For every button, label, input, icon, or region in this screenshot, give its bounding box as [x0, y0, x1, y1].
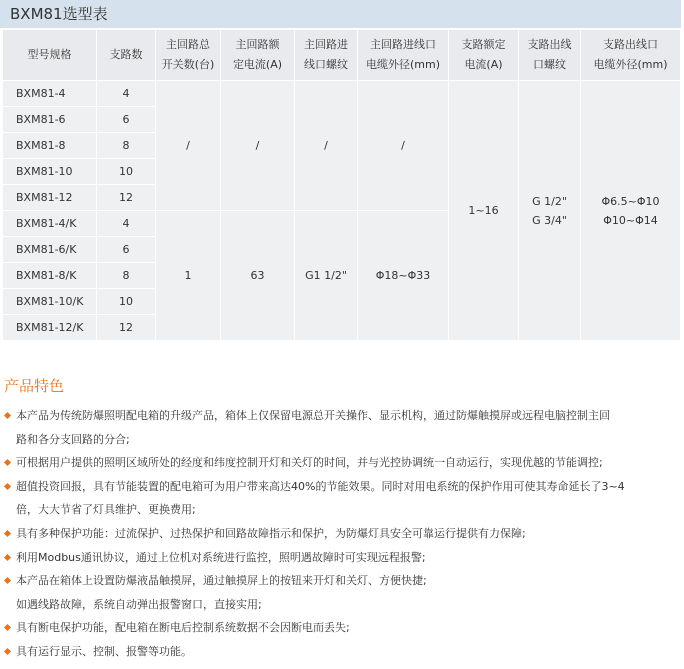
cell-main-cable: Φ18~Φ33	[358, 211, 449, 341]
cell-branch-current: 1~16	[449, 81, 519, 341]
header-branch-thread: 支路出线 口螺纹	[519, 30, 581, 81]
diamond-bullet-icon	[4, 577, 11, 584]
list-item: 超值投资回报，具有节能装置的配电箱可为用户带来高达40%的节能效果。同时对用电系统的保护作用可使其寿命延长了3~4 倍，大大节省了灯具维护、更换费用;	[4, 475, 680, 522]
cell-branches: 10	[97, 289, 156, 315]
cell-main-switches: /	[156, 81, 221, 211]
cell-main-thread: /	[295, 81, 358, 211]
header-branch-current: 支路额定 电流(A)	[449, 30, 519, 81]
feature-list	[4, 404, 680, 664]
features-heading: 产品特色	[4, 377, 65, 395]
list-item: 具有断电保护功能，配电箱在断电后控制系统数据不会因断电而丢失;	[4, 616, 680, 640]
cell-main-current: 63	[221, 211, 295, 341]
diamond-bullet-icon	[4, 412, 11, 419]
cell-branches: 6	[97, 107, 156, 133]
diamond-bullet-icon	[4, 530, 11, 537]
spec-table	[3, 30, 681, 341]
cell-branches: 4	[97, 81, 156, 107]
header-main-cable: 主回路进线口 电缆外径(mm)	[358, 30, 449, 81]
list-item: 利用Modbus通讯协议，通过上位机对系统进行监控，照明遇故障时可实现远程报警;	[4, 546, 680, 570]
cell-main-cable: /	[358, 81, 449, 211]
diamond-bullet-icon	[4, 483, 11, 490]
header-main-current: 主回路额 定电流(A)	[221, 30, 295, 81]
cell-model: BXM81-6	[3, 107, 97, 133]
cell-main-thread: G1 1/2"	[295, 211, 358, 341]
header-branches: 支路数	[97, 30, 156, 81]
header-model: 型号规格	[3, 30, 97, 81]
header-row	[3, 30, 681, 81]
header-branch-cable: 支路出线口 电缆外径(mm)	[581, 30, 681, 81]
cell-model: BXM81-10	[3, 159, 97, 185]
cell-main-current: /	[221, 81, 295, 211]
cell-model: BXM81-6/K	[3, 237, 97, 263]
list-item: 具有运行显示、控制、报警等功能。	[4, 640, 680, 664]
header-main-switches: 主回路总 开关数(台)	[156, 30, 221, 81]
cell-model: BXM81-12	[3, 185, 97, 211]
cell-model: BXM81-4	[3, 81, 97, 107]
cell-branches: 6	[97, 237, 156, 263]
cell-model: BXM81-4/K	[3, 211, 97, 237]
list-item: 本产品在箱体上设置防爆液晶触摸屏，通过触摸屏上的按钮来开灯和关灯、方便快捷; 如遇线路故障，系统自动弹出报警窗口，直接实用;	[4, 569, 680, 616]
table-title: BXM81选型表	[0, 0, 681, 28]
cell-branches: 12	[97, 315, 156, 341]
list-item: 具有多种保护功能：过流保护、过热保护和回路故障指示和保护，为防爆灯具安全可靠运行提供有力保障;	[4, 522, 680, 546]
diamond-bullet-icon	[4, 624, 11, 631]
cell-branches: 4	[97, 211, 156, 237]
cell-model: BXM81-10/K	[3, 289, 97, 315]
cell-branch-thread: G 1/2" G 3/4"	[519, 81, 581, 341]
cell-model: BXM81-8/K	[3, 263, 97, 289]
header-main-thread: 主回路进 线口螺纹	[295, 30, 358, 81]
cell-branch-cable: Φ6.5~Φ10 Φ10~Φ14	[581, 81, 681, 341]
cell-model: BXM81-8	[3, 133, 97, 159]
diamond-bullet-icon	[4, 459, 11, 466]
cell-model: BXM81-12/K	[3, 315, 97, 341]
cell-branches: 10	[97, 159, 156, 185]
cell-branches: 8	[97, 133, 156, 159]
table-row	[3, 81, 681, 107]
diamond-bullet-icon	[4, 554, 11, 561]
cell-branches: 8	[97, 263, 156, 289]
cell-branches: 12	[97, 185, 156, 211]
diamond-bullet-icon	[4, 648, 11, 655]
list-item: 本产品为传统防爆照明配电箱的升级产品，箱体上仅保留电源总开关操作、显示机构，通过防爆触摸屏或远程电脑控制主回 路和各分支回路的分合;	[4, 404, 680, 451]
cell-main-switches: 1	[156, 211, 221, 341]
list-item: 可根据用户提供的照明区域所处的经度和纬度控制开灯和关灯的时间，并与光控协调统一自动运行，实现优越的节能调控;	[4, 451, 680, 475]
